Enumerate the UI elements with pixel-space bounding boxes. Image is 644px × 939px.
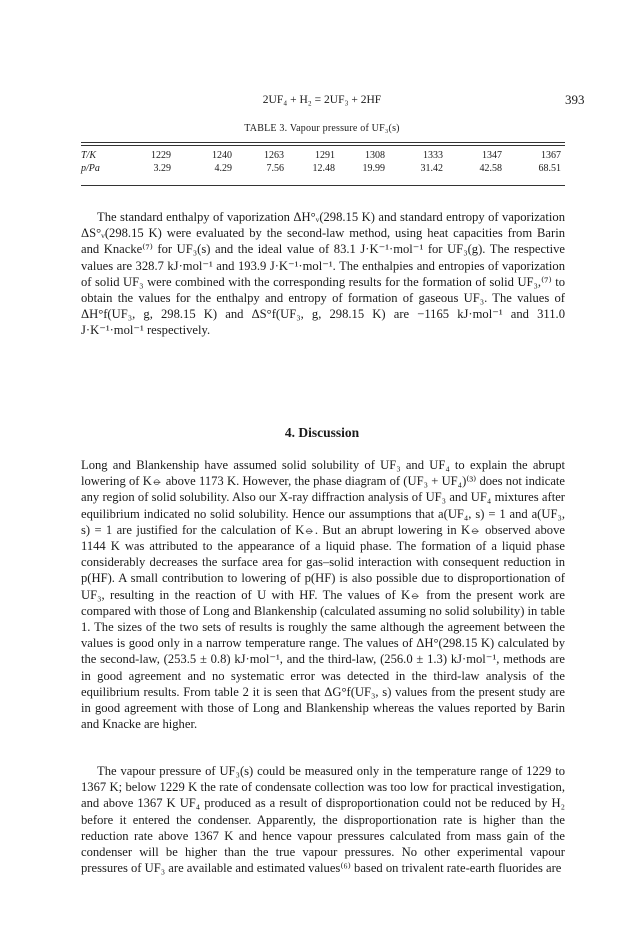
table-top-rule-double bbox=[81, 145, 565, 146]
table-row-pressure bbox=[81, 163, 565, 177]
table-row-header-p: p/Pa bbox=[81, 163, 100, 174]
temperature-cell: 1229 bbox=[151, 150, 171, 161]
pressure-cell: 19.99 bbox=[362, 163, 385, 174]
pressure-cell: 42.58 bbox=[479, 163, 502, 174]
pressure-cell: 31.42 bbox=[420, 163, 443, 174]
temperature-cell: 1333 bbox=[423, 150, 443, 161]
table-top-rule bbox=[81, 142, 565, 143]
table-caption-label: TABLE 3. bbox=[244, 123, 288, 134]
paragraph-discussion: Long and Blankenship have assumed solid solubility of UF₃ and UF₄ to explain the abrupt lowering of K⦵ above 1173 K. However, the phase diagram of (UF₃ + UF₄)⁽³⁾ does not indicate any region of solid solubility. Also our X-ray diffraction analysis of UF₃ and UF₄ mixtures after equilibrium indicated no solid solubility. Hence our assumptions that a(UF₄, s) = 1 and a(UF₃, s) = 1 are justified for the calculation of K⦵. But an abrupt lowering in K⦵ observed above 1144 K was attributed to the appearance of a liquid phase. The formation of a liquid phase considerably decreases the surface area for gas–solid interaction with consequent reduction in p(HF). A small contribution to lowering of p(HF) is also possible due to disproportionation of UF₃, resulting in the reaction of U with HF. The values of K⦵ from the present work are compared with those of Long and Blankenship (calculated assuming no solid solubility) in table 1. The sizes of the two sets of results is roughly the same although the agreement between the values is good only in a narrow temperature range. The values of ΔH°(298.15 K) calculated by the second-law, (253.5 ± 0.8) kJ·mol⁻¹, and the third-law, (256.0 ± 1.3) kJ·mol⁻¹, methods are in good agreement and no systematic error was detected in the third-law analysis of the equilibrium results. From table 2 it is seen that ΔG°f(UF₃, s) values from the present study are in good agreement with those of Long and Blankenship whereas the values reported by Barin and Knacke are higher. bbox=[81, 458, 565, 732]
pressure-cell: 3.29 bbox=[153, 163, 171, 174]
section-heading: 4. Discussion bbox=[284, 425, 360, 440]
paragraph-vaporization: The standard enthalpy of vaporization ΔH°ᵥ(298.15 K) and standard entropy of vaporization ΔS°ᵥ(298.15 K) were evaluated by the second-law method, using heat capacities from Barin and Knacke⁽⁷⁾ for UF₃(s) and the ideal value of 83.1 J·K⁻¹·mol⁻¹ for UF₃(g). The respective values are 328.7 kJ·mol⁻¹ and 193.9 J·K⁻¹·mol⁻¹. The enthalpies and entropies of vaporization of solid UF₃ were combined with the corresponding results for the formation of solid UF₃,⁽⁷⁾ to obtain the values for the enthalpy and entropy of formation of gaseous UF₃. The values of ΔH°f(UF₃, g, 298.15 K) and ΔS°f(UF₃, g, 298.15 K) are −1165 kJ·mol⁻¹ and 311.0 J·K⁻¹·mol⁻¹ respectively. bbox=[81, 210, 565, 338]
page-number: 393 bbox=[565, 92, 585, 107]
temperature-cell: 1347 bbox=[482, 150, 502, 161]
temperature-cell: 1367 bbox=[541, 150, 561, 161]
pressure-cell: 68.51 bbox=[538, 163, 561, 174]
pressure-cell: 12.48 bbox=[312, 163, 335, 174]
pressure-cell: 4.29 bbox=[214, 163, 232, 174]
temperature-cell: 1308 bbox=[365, 150, 385, 161]
pressure-cell: 7.56 bbox=[266, 163, 284, 174]
table-row-temperature bbox=[81, 150, 565, 164]
running-head-equation: 2UF₄ + H₂ = 2UF₃ + 2HF bbox=[262, 94, 382, 106]
paragraph-vapour-pressure: The vapour pressure of UF₃(s) could be measured only in the temperature range of 1229 to 1367 K; below 1229 K the rate of condensate collection was too low for practical investigation, and above 1367 K UF₄ produced as a result of disproportionation could not be reduced by H₂ before it entered the condenser. Apparently, the disproportionation rate is higher than the reduction rate above 1367 K and hence vapour pressures calculated from mass gain of the condenser will be higher than the true vapour pressures. No other experimental vapour pressures of UF₃ are available and estimated values⁽⁶⁾ based on trivalent rate-earth fluorides are bbox=[81, 764, 565, 876]
temperature-cell: 1263 bbox=[264, 150, 284, 161]
table-caption bbox=[0, 123, 644, 134]
table-caption-text: Vapour pressure of UF₃(s) bbox=[289, 123, 400, 134]
table-bottom-rule bbox=[81, 185, 565, 186]
table-row-header-T: T/K bbox=[81, 150, 97, 161]
temperature-cell: 1291 bbox=[315, 150, 335, 161]
temperature-cell: 1240 bbox=[212, 150, 232, 161]
